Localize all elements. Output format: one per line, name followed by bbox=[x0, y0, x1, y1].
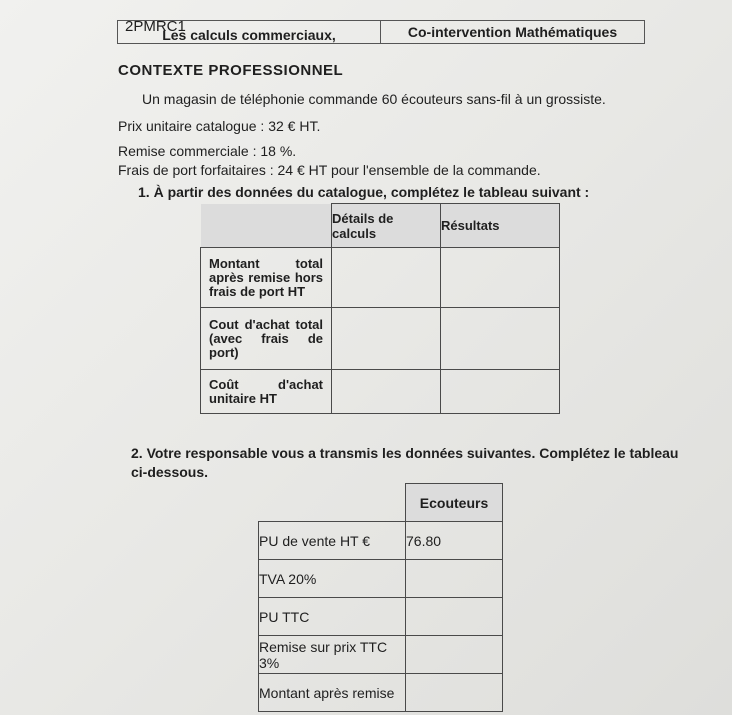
cell-value[interactable] bbox=[406, 674, 503, 712]
cell-value[interactable]: 76.80 bbox=[406, 522, 503, 560]
table-ecouteurs bbox=[258, 483, 503, 712]
context-frais: Frais de port forfaitaires : 24 € HT pour l'ensemble de la commande. bbox=[118, 162, 541, 178]
question-2: 2. Votre responsable vous a transmis les données suivantes. Complétez le tableau ci-dessous. bbox=[131, 445, 679, 480]
table-corner bbox=[259, 484, 406, 522]
cell-result[interactable] bbox=[441, 308, 560, 370]
row-label-montant-apres-remise: Montant après remise bbox=[259, 674, 406, 712]
section-title: CONTEXTE PROFESSIONNEL bbox=[118, 62, 344, 79]
col-header-results: Résultats bbox=[441, 204, 560, 248]
col-header-details: Détails de calculs bbox=[332, 204, 441, 248]
cell-result[interactable] bbox=[441, 370, 560, 414]
cell-details[interactable] bbox=[332, 370, 441, 414]
cell-value[interactable] bbox=[406, 560, 503, 598]
cell-result[interactable] bbox=[441, 248, 560, 308]
cell-value[interactable] bbox=[406, 636, 503, 674]
question-1: 1. À partir des données du catalogue, complétez le tableau suivant : bbox=[138, 184, 590, 200]
header-left-title: Les calculs commerciaux, bbox=[118, 21, 381, 43]
cell-value[interactable] bbox=[406, 598, 503, 636]
context-remise: Remise commerciale : 18 %. bbox=[118, 143, 297, 159]
row-label-montant-total: Montant total après remise hors frais de port HT bbox=[201, 248, 332, 308]
class-code: 2PMRC1 bbox=[125, 18, 186, 35]
row-label-pu-ttc: PU TTC bbox=[259, 598, 406, 636]
row-label-remise-ttc: Remise sur prix TTC 3% bbox=[259, 636, 406, 674]
context-prix: Prix unitaire catalogue : 32 € HT. bbox=[118, 118, 321, 134]
table-corner bbox=[201, 204, 332, 248]
row-label-tva: TVA 20% bbox=[259, 560, 406, 598]
header-banner bbox=[117, 20, 645, 44]
row-label-pu-vente-ht: PU de vente HT € bbox=[259, 522, 406, 560]
context-intro: Un magasin de téléphonie commande 60 écouteurs sans-fil à un grossiste. bbox=[142, 91, 606, 107]
col-header-ecouteurs: Ecouteurs bbox=[406, 484, 503, 522]
header-right-title: Co-intervention Mathématiques bbox=[407, 24, 618, 40]
table-calculs bbox=[200, 203, 560, 414]
cell-details[interactable] bbox=[332, 308, 441, 370]
cell-details[interactable] bbox=[332, 248, 441, 308]
row-label-cout-achat-total: Cout d'achat total (avec frais de port) bbox=[201, 308, 332, 370]
row-label-cout-unitaire: Coût d'achat unitaire HT bbox=[201, 370, 332, 414]
